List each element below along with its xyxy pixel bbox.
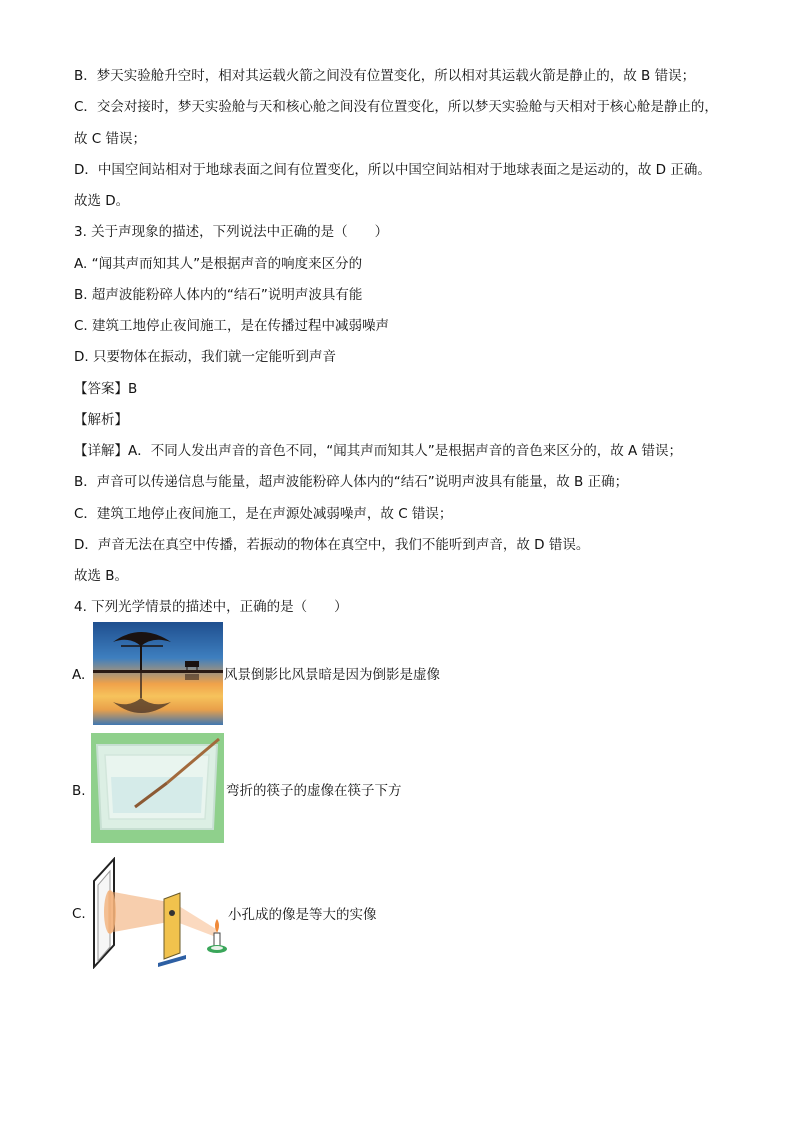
option-b-caption: 弯折的筷子的虚像在筷子下方 — [226, 783, 402, 799]
detail-line-5: 故选 B。 — [74, 568, 129, 584]
question-3-option-a: A. “闻其声而知其人”是根据声音的响度来区分的 — [74, 256, 363, 272]
option-c-caption: 小孔成的像是等大的实像 — [228, 907, 377, 923]
option-a-caption: 风景倒影比风景暗是因为倒影是虚像 — [224, 667, 440, 683]
pinhole-camera-diagram — [90, 857, 240, 969]
analysis-label: 【解析】 — [74, 412, 128, 428]
question-3-option-d: D. 只要物体在振动，我们就一定能听到声音 — [74, 349, 336, 365]
text-line-3: 故 C 错误； — [74, 131, 147, 147]
text-line-2: C．交会对接时，梦天实验舱与天和核心舱之间没有位置变化，所以梦天实验舱与天相对于核心舱是静止的， — [74, 99, 718, 115]
question-3-stem: 3. 关于声现象的描述，下列说法中正确的是（ ） — [74, 224, 389, 240]
option-a-letter: A. — [72, 667, 86, 683]
question-3-option-c: C. 建筑工地停止夜间施工，是在传播过程中减弱噪声 — [74, 318, 390, 334]
detail-line-3: C．建筑工地停止夜间施工，是在声源处减弱噪声，故 C 错误； — [74, 506, 453, 522]
text-line-1: B．梦天实验舱升空时，相对其运载火箭之间没有位置变化，所以相对其运载火箭是静止的，故 B 错误； — [74, 68, 696, 84]
detail-line-4: D．声音无法在真空中传播，若振动的物体在真空中，我们不能听到声音，故 D 错误。 — [74, 537, 590, 553]
option-c-letter: C. — [72, 906, 86, 922]
chopstick-in-water-image — [91, 733, 224, 843]
detail-line-1: 【详解】A．不同人发出声音的音色不同，“闻其声而知其人”是根据声音的音色来区分的，故 A 错误； — [74, 443, 683, 459]
detail-line-2: B．声音可以传递信息与能量，超声波能粉碎人体内的“结石”说明声波具有能量，故 B 正确； — [74, 474, 629, 490]
text-line-4: D．中国空间站相对于地球表面之间有位置变化，所以中国空间站相对于地球表面之是运动的，故 D 正确。 — [74, 162, 711, 178]
option-b-letter: B. — [72, 783, 86, 799]
question-3-option-b: B. 超声波能粉碎人体内的“结石”说明声波具有能 — [74, 287, 363, 303]
text-line-5: 故选 D。 — [74, 193, 130, 209]
question-4-stem: 4. 下列光学情景的描述中，正确的是（ ） — [74, 599, 348, 615]
answer-label: 【答案】B — [74, 381, 138, 397]
sunset-reflection-image — [93, 622, 223, 725]
